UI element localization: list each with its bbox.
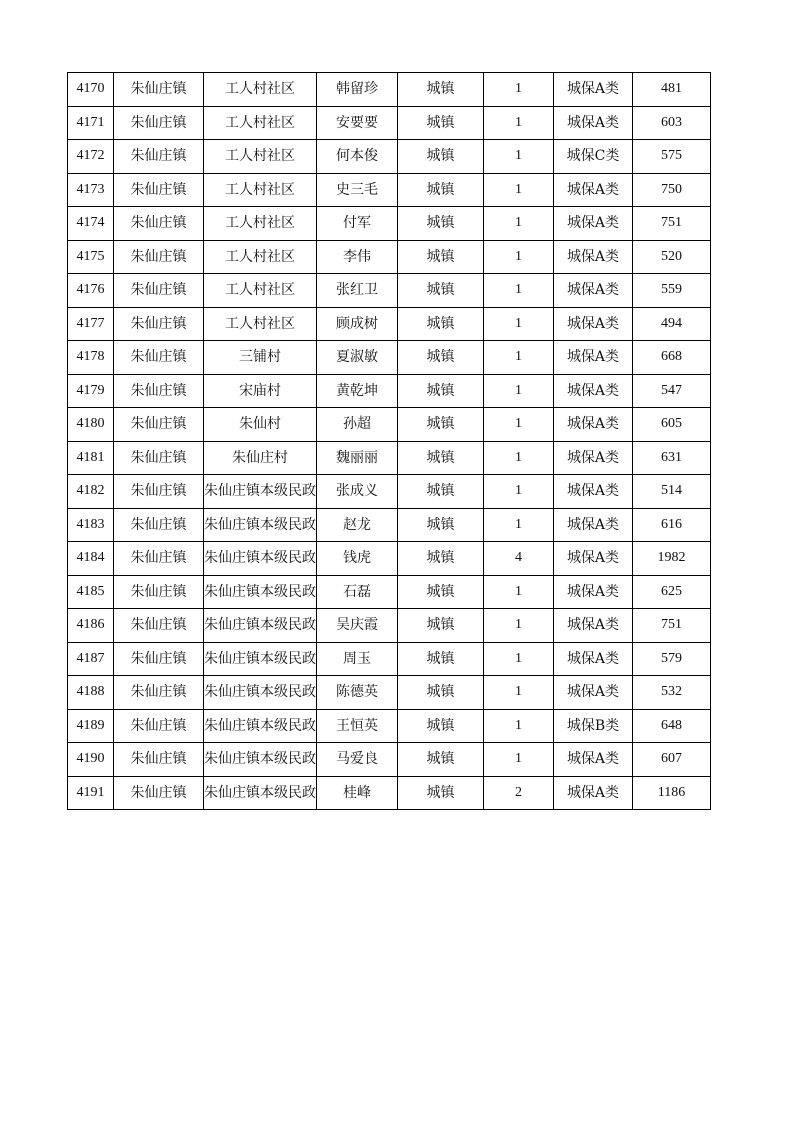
cell-town: 朱仙庄镇 xyxy=(114,274,204,308)
cell-unit: 朱仙庄镇本级民政 xyxy=(204,642,317,676)
cell-amount: 1186 xyxy=(633,776,711,810)
cell-category: 城保A类 xyxy=(554,341,633,375)
cell-id: 4189 xyxy=(68,709,114,743)
cell-category: 城保A类 xyxy=(554,207,633,241)
cell-household-count: 1 xyxy=(484,207,554,241)
cell-category: 城保A类 xyxy=(554,676,633,710)
table-row xyxy=(68,743,711,777)
cell-area: 城镇 xyxy=(398,408,484,442)
cell-household-count: 1 xyxy=(484,475,554,509)
cell-town: 朱仙庄镇 xyxy=(114,173,204,207)
cell-category: 城保A类 xyxy=(554,441,633,475)
cell-household-count: 1 xyxy=(484,676,554,710)
cell-category: 城保B类 xyxy=(554,709,633,743)
cell-id: 4172 xyxy=(68,140,114,174)
cell-amount: 668 xyxy=(633,341,711,375)
cell-area: 城镇 xyxy=(398,475,484,509)
cell-area: 城镇 xyxy=(398,508,484,542)
cell-id: 4176 xyxy=(68,274,114,308)
cell-category: 城保A类 xyxy=(554,508,633,542)
cell-category: 城保C类 xyxy=(554,140,633,174)
cell-id: 4170 xyxy=(68,73,114,107)
cell-id: 4186 xyxy=(68,609,114,643)
cell-town: 朱仙庄镇 xyxy=(114,709,204,743)
cell-category: 城保A类 xyxy=(554,106,633,140)
cell-id: 4178 xyxy=(68,341,114,375)
cell-area: 城镇 xyxy=(398,575,484,609)
cell-name: 韩留珍 xyxy=(317,73,398,107)
cell-id: 4185 xyxy=(68,575,114,609)
cell-name: 马爱良 xyxy=(317,743,398,777)
cell-category: 城保A类 xyxy=(554,575,633,609)
cell-name: 付军 xyxy=(317,207,398,241)
cell-household-count: 1 xyxy=(484,743,554,777)
roster-table xyxy=(67,72,711,810)
cell-unit: 朱仙庄镇本级民政 xyxy=(204,575,317,609)
cell-town: 朱仙庄镇 xyxy=(114,609,204,643)
cell-household-count: 1 xyxy=(484,408,554,442)
cell-unit: 朱仙村 xyxy=(204,408,317,442)
cell-id: 4174 xyxy=(68,207,114,241)
table-row xyxy=(68,341,711,375)
cell-area: 城镇 xyxy=(398,140,484,174)
cell-town: 朱仙庄镇 xyxy=(114,575,204,609)
cell-household-count: 2 xyxy=(484,776,554,810)
cell-town: 朱仙庄镇 xyxy=(114,475,204,509)
cell-household-count: 1 xyxy=(484,307,554,341)
cell-name: 桂峰 xyxy=(317,776,398,810)
cell-household-count: 1 xyxy=(484,508,554,542)
cell-category: 城保A类 xyxy=(554,743,633,777)
cell-amount: 532 xyxy=(633,676,711,710)
cell-name: 史三毛 xyxy=(317,173,398,207)
cell-unit: 工人村社区 xyxy=(204,207,317,241)
table-row xyxy=(68,609,711,643)
cell-town: 朱仙庄镇 xyxy=(114,73,204,107)
cell-amount: 559 xyxy=(633,274,711,308)
cell-area: 城镇 xyxy=(398,776,484,810)
cell-area: 城镇 xyxy=(398,307,484,341)
cell-area: 城镇 xyxy=(398,240,484,274)
cell-id: 4184 xyxy=(68,542,114,576)
cell-id: 4175 xyxy=(68,240,114,274)
cell-name: 张红卫 xyxy=(317,274,398,308)
table-row xyxy=(68,642,711,676)
cell-household-count: 1 xyxy=(484,709,554,743)
cell-area: 城镇 xyxy=(398,542,484,576)
cell-household-count: 1 xyxy=(484,173,554,207)
cell-id: 4187 xyxy=(68,642,114,676)
cell-amount: 607 xyxy=(633,743,711,777)
cell-unit: 工人村社区 xyxy=(204,106,317,140)
cell-amount: 625 xyxy=(633,575,711,609)
cell-category: 城保A类 xyxy=(554,776,633,810)
cell-town: 朱仙庄镇 xyxy=(114,676,204,710)
cell-unit: 朱仙庄镇本级民政 xyxy=(204,676,317,710)
cell-amount: 520 xyxy=(633,240,711,274)
table-row xyxy=(68,575,711,609)
cell-id: 4182 xyxy=(68,475,114,509)
cell-amount: 579 xyxy=(633,642,711,676)
table-row xyxy=(68,709,711,743)
table-row xyxy=(68,776,711,810)
cell-town: 朱仙庄镇 xyxy=(114,106,204,140)
cell-name: 孙超 xyxy=(317,408,398,442)
table-row xyxy=(68,374,711,408)
cell-area: 城镇 xyxy=(398,274,484,308)
cell-amount: 751 xyxy=(633,609,711,643)
cell-unit: 工人村社区 xyxy=(204,173,317,207)
cell-category: 城保A类 xyxy=(554,374,633,408)
cell-amount: 603 xyxy=(633,106,711,140)
cell-unit: 朱仙庄镇本级民政 xyxy=(204,508,317,542)
cell-category: 城保A类 xyxy=(554,475,633,509)
cell-amount: 494 xyxy=(633,307,711,341)
cell-unit: 三铺村 xyxy=(204,341,317,375)
cell-town: 朱仙庄镇 xyxy=(114,542,204,576)
cell-area: 城镇 xyxy=(398,73,484,107)
cell-unit: 朱仙庄镇本级民政 xyxy=(204,475,317,509)
cell-category: 城保A类 xyxy=(554,307,633,341)
cell-name: 黄乾坤 xyxy=(317,374,398,408)
cell-name: 夏淑敏 xyxy=(317,341,398,375)
cell-area: 城镇 xyxy=(398,374,484,408)
cell-unit: 朱仙庄镇本级民政 xyxy=(204,709,317,743)
cell-name: 张成义 xyxy=(317,475,398,509)
cell-household-count: 1 xyxy=(484,374,554,408)
cell-town: 朱仙庄镇 xyxy=(114,508,204,542)
cell-category: 城保A类 xyxy=(554,408,633,442)
cell-household-count: 1 xyxy=(484,73,554,107)
table-row xyxy=(68,173,711,207)
cell-town: 朱仙庄镇 xyxy=(114,307,204,341)
cell-town: 朱仙庄镇 xyxy=(114,341,204,375)
cell-id: 4183 xyxy=(68,508,114,542)
cell-name: 石磊 xyxy=(317,575,398,609)
cell-area: 城镇 xyxy=(398,341,484,375)
cell-unit: 工人村社区 xyxy=(204,240,317,274)
table-row xyxy=(68,408,711,442)
cell-name: 陈德英 xyxy=(317,676,398,710)
cell-area: 城镇 xyxy=(398,173,484,207)
table-row xyxy=(68,307,711,341)
cell-id: 4188 xyxy=(68,676,114,710)
table-row xyxy=(68,542,711,576)
table-row xyxy=(68,274,711,308)
cell-town: 朱仙庄镇 xyxy=(114,207,204,241)
table-row xyxy=(68,676,711,710)
table-row xyxy=(68,207,711,241)
cell-name: 王恒英 xyxy=(317,709,398,743)
table-row xyxy=(68,73,711,107)
cell-unit: 工人村社区 xyxy=(204,73,317,107)
cell-category: 城保A类 xyxy=(554,274,633,308)
cell-name: 魏丽丽 xyxy=(317,441,398,475)
cell-area: 城镇 xyxy=(398,642,484,676)
cell-id: 4191 xyxy=(68,776,114,810)
cell-household-count: 4 xyxy=(484,542,554,576)
cell-unit: 朱仙庄镇本级民政 xyxy=(204,743,317,777)
cell-name: 赵龙 xyxy=(317,508,398,542)
cell-household-count: 1 xyxy=(484,441,554,475)
cell-area: 城镇 xyxy=(398,207,484,241)
cell-town: 朱仙庄镇 xyxy=(114,240,204,274)
table-row xyxy=(68,240,711,274)
table-row xyxy=(68,508,711,542)
cell-name: 何本俊 xyxy=(317,140,398,174)
cell-category: 城保A类 xyxy=(554,73,633,107)
cell-town: 朱仙庄镇 xyxy=(114,642,204,676)
cell-area: 城镇 xyxy=(398,106,484,140)
cell-amount: 1982 xyxy=(633,542,711,576)
cell-amount: 605 xyxy=(633,408,711,442)
cell-id: 4171 xyxy=(68,106,114,140)
cell-amount: 616 xyxy=(633,508,711,542)
table-row xyxy=(68,140,711,174)
cell-amount: 648 xyxy=(633,709,711,743)
cell-id: 4190 xyxy=(68,743,114,777)
cell-amount: 751 xyxy=(633,207,711,241)
cell-amount: 575 xyxy=(633,140,711,174)
cell-amount: 750 xyxy=(633,173,711,207)
cell-amount: 547 xyxy=(633,374,711,408)
cell-name: 顾成树 xyxy=(317,307,398,341)
cell-unit: 朱仙庄镇本级民政 xyxy=(204,542,317,576)
cell-town: 朱仙庄镇 xyxy=(114,140,204,174)
cell-area: 城镇 xyxy=(398,676,484,710)
cell-household-count: 1 xyxy=(484,642,554,676)
cell-area: 城镇 xyxy=(398,609,484,643)
cell-amount: 481 xyxy=(633,73,711,107)
cell-household-count: 1 xyxy=(484,609,554,643)
cell-household-count: 1 xyxy=(484,140,554,174)
cell-id: 4173 xyxy=(68,173,114,207)
cell-town: 朱仙庄镇 xyxy=(114,408,204,442)
cell-amount: 514 xyxy=(633,475,711,509)
cell-id: 4180 xyxy=(68,408,114,442)
cell-unit: 工人村社区 xyxy=(204,274,317,308)
cell-unit: 工人村社区 xyxy=(204,307,317,341)
cell-id: 4179 xyxy=(68,374,114,408)
cell-area: 城镇 xyxy=(398,743,484,777)
cell-id: 4177 xyxy=(68,307,114,341)
table-row xyxy=(68,441,711,475)
table-row xyxy=(68,475,711,509)
cell-town: 朱仙庄镇 xyxy=(114,441,204,475)
cell-town: 朱仙庄镇 xyxy=(114,743,204,777)
cell-area: 城镇 xyxy=(398,441,484,475)
cell-household-count: 1 xyxy=(484,575,554,609)
cell-name: 李伟 xyxy=(317,240,398,274)
cell-area: 城镇 xyxy=(398,709,484,743)
cell-town: 朱仙庄镇 xyxy=(114,374,204,408)
cell-category: 城保A类 xyxy=(554,642,633,676)
cell-name: 安要要 xyxy=(317,106,398,140)
cell-id: 4181 xyxy=(68,441,114,475)
cell-household-count: 1 xyxy=(484,106,554,140)
roster-body xyxy=(68,73,711,810)
cell-unit: 宋庙村 xyxy=(204,374,317,408)
cell-household-count: 1 xyxy=(484,341,554,375)
cell-household-count: 1 xyxy=(484,240,554,274)
cell-category: 城保A类 xyxy=(554,542,633,576)
cell-category: 城保A类 xyxy=(554,173,633,207)
cell-town: 朱仙庄镇 xyxy=(114,776,204,810)
cell-amount: 631 xyxy=(633,441,711,475)
cell-unit: 工人村社区 xyxy=(204,140,317,174)
cell-unit: 朱仙庄村 xyxy=(204,441,317,475)
cell-household-count: 1 xyxy=(484,274,554,308)
cell-name: 钱虎 xyxy=(317,542,398,576)
cell-category: 城保A类 xyxy=(554,609,633,643)
cell-unit: 朱仙庄镇本级民政 xyxy=(204,609,317,643)
cell-name: 吴庆霞 xyxy=(317,609,398,643)
cell-category: 城保A类 xyxy=(554,240,633,274)
cell-name: 周玉 xyxy=(317,642,398,676)
table-row xyxy=(68,106,711,140)
cell-unit: 朱仙庄镇本级民政 xyxy=(204,776,317,810)
